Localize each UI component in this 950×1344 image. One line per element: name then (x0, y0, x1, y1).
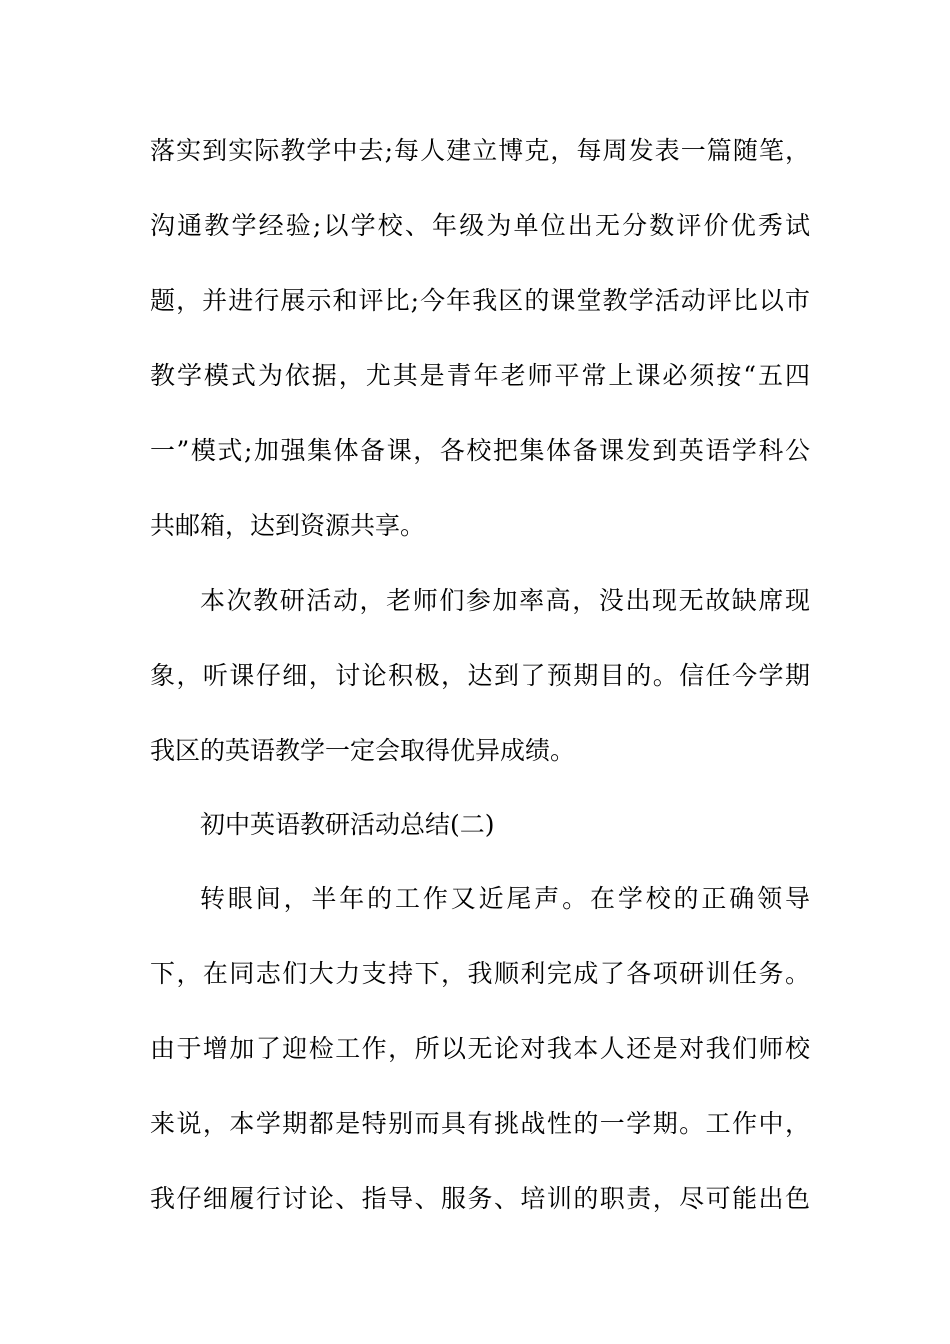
paragraph-first-line: 转眼间，半年的工作又近尾声。在学校的正确领导 (200, 884, 810, 913)
text-line: 沟通教学经验;以学校、年级为单位出无分数评价优秀试 (150, 211, 810, 240)
text-line: 我仔细履行讨论、指导、服务、培训的职责，尽可能出色 (150, 1184, 810, 1213)
text-line: 共邮箱，达到资源共享。 (150, 511, 426, 540)
text-line: 题，并进行展示和评比;今年我区的课堂教学活动评比以市 (150, 286, 810, 315)
text-line: 我区的英语教学一定会取得优异成绩。 (150, 736, 576, 765)
text-line: 下，在同志们大力支持下，我顺利完成了各项研训任务。 (150, 959, 810, 988)
text-line: 由于增加了迎检工作，所以无论对我本人还是对我们师校 (150, 1034, 810, 1063)
text-line: 象，听课仔细，讨论积极，达到了预期目的。信任今学期 (150, 661, 810, 690)
text-line: 教学模式为依据，尤其是青年老师平常上课必须按“五四 (150, 361, 810, 390)
text-line: 落实到实际教学中去;每人建立博克，每周发表一篇随笔， (150, 136, 810, 165)
text-line: 来说，本学期都是特别而具有挑战性的一学期。工作中， (150, 1109, 810, 1138)
paragraph-first-line: 本次教研活动，老师们参加率高，没出现无故缺席现 (200, 586, 810, 615)
section-heading: 初中英语教研活动总结(二) (200, 810, 495, 839)
text-line: 一”模式;加强集体备课，各校把集体备课发到英语学科公 (150, 436, 810, 465)
